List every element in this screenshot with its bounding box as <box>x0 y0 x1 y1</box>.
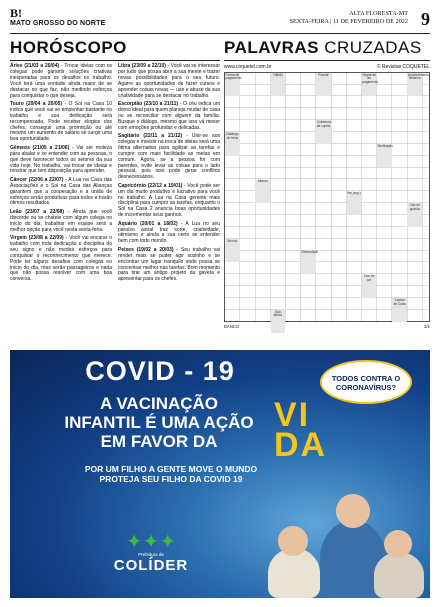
crossword-clue: Cão de guarda <box>407 203 422 226</box>
sign-name: Touro (20/04 a 20/05) <box>10 100 63 107</box>
crossword-grid[interactable] <box>224 72 430 322</box>
crossword-footer-right: 3/1 <box>424 324 430 329</box>
crossword-title-light: CRUZADAS <box>319 38 422 57</box>
crossword-copyright: © Revistas COQUETEL <box>376 64 430 70</box>
ad-vida <box>274 396 328 464</box>
crossword-clue: Forma de pagamento <box>225 73 240 96</box>
horoscope-entry <box>10 178 112 208</box>
adult-head <box>336 494 370 528</box>
prefeitura-logo <box>106 532 196 574</box>
sign-name: Sagitário (22/11 a 21/12) <box>118 132 183 139</box>
ad-headline-line1: A VACINAÇÃO <box>99 394 219 413</box>
horoscope-entry <box>10 236 112 283</box>
sign-name: Leão (23/07 a 22/08) <box>10 208 64 215</box>
dateline <box>290 10 408 26</box>
ad-subtitle <box>46 464 296 484</box>
crossword-site: www.coquetel.com.br <box>224 64 272 70</box>
sign-text: - Vai ser moleza para abalar e se entender com as pessoas, o que deve favorecer todos os setores da sua vida hoje. No trabalho, vai trocar de ideias e mostrar que tem disposição para aprender. <box>10 144 112 175</box>
horoscope-entry <box>10 64 112 99</box>
child-head-right <box>384 530 412 558</box>
sign-text: - O céu indica um dorno ideal para quem planeja mudar de casa ou se reconciliar com alguém da família. Busque o diálogo, mesmo que isso vá mexer com emoções profundas e delicadas. <box>118 100 221 131</box>
logo-name: COLÍDER <box>113 557 189 574</box>
sign-text: - Você pode ser um dia muito produtivo e lucrativo para você no trabalho. A Lua na Casa gerente mais disciplina para cumprir as tarefas, enquanto o Sol na Casa 2 anuncia boas oportunidades de incrementar seus ganhos. <box>118 182 220 219</box>
newspaper-name: MATO GROSSO DO NORTE <box>10 20 106 27</box>
ad-badge <box>320 360 412 404</box>
sign-name: Áries (21/03 a 20/04) <box>10 63 60 69</box>
sign-text: - Unir-se aos colegas e investir na troca de ideias será uma ótima alternativa para agilizar as tarefas e cumprir com mais facilidade as metas em comum. Agora, se a pessoa for com parentes, evite levar as coisas para o lado pessoal, pois isso pode gerar conflitos desnecessários. <box>118 132 220 181</box>
ad-headline-line2: INFANTIL É UMA AÇÃO <box>64 413 254 432</box>
horoscope-section <box>10 38 220 342</box>
dateline-city: ALTA FLORESTA-MT <box>349 10 408 17</box>
horoscope-column-left <box>10 64 112 286</box>
child-figure-right <box>374 552 424 598</box>
child-head-left <box>278 526 308 556</box>
crossword-clue: Eletricidade <box>301 251 316 274</box>
crossword-clue: Capital de Cuba <box>392 298 407 321</box>
ad-headline-line3: EM FAVOR DA <box>100 432 218 451</box>
ad-subtitle-line2: PROTEJA SEU FILHO DA COVID 19 <box>99 474 243 484</box>
masthead <box>10 8 430 34</box>
crossword-clue: Fraude <box>316 73 331 96</box>
ad-badge-line1: TODOS CONTRA O <box>331 374 401 383</box>
covid-vaccine-ad <box>10 350 430 598</box>
sign-text: - A Lua no seu paraíso astral traz sorte, criatividade, otimismo e ainda a sua certo se entender bem com todo mundo. <box>118 220 220 245</box>
ad-badge-line2: CORONAVÍRUS? <box>335 383 397 392</box>
ad-headline <box>46 394 272 451</box>
horoscope-entry <box>10 102 112 143</box>
family-photo <box>250 488 430 598</box>
sign-text: - Ainda que você discorde ou se chateie com algum colega no início do dia, trabalhar em equipe será a melhor opção para você nesta sexta-feira. <box>10 208 112 233</box>
crossword-footer-left: BANCO <box>224 324 240 329</box>
horoscope-entry <box>118 102 220 132</box>
horoscope-entry <box>118 184 220 219</box>
ad-title: COVID - 19 <box>85 356 235 386</box>
ad-vida-line1: VI <box>274 396 311 434</box>
crossword-clue: Morros <box>225 239 240 262</box>
horoscope-entry <box>118 64 220 99</box>
horoscope-title: HORÓSCOPO <box>10 38 220 61</box>
sign-name: Gêmeos (21/05 a 21/06) <box>10 144 70 151</box>
sign-name: Aquário (20/01 a 18/02) <box>118 220 178 227</box>
sign-text: - Seu trabalho vai render mais se puder agir sozinho e se encontrar um lugar tranquilo onde possa se concentrar melhor nas tarefas. Bom momento para tirar um antigo projeto da gaveta e apresentar para os chefes. <box>118 246 220 283</box>
dateline-date: SEXTA-FEIRA | 11 DE FEVEREIRO DE 2022 <box>289 18 408 25</box>
city-emblem-icon: ✦✦✦ <box>125 531 177 553</box>
sign-name: Peixes (19/02 a 20/03) <box>118 246 174 253</box>
crossword-clue: Moeda <box>255 180 270 203</box>
sign-text: - O Sol na Casa 10 indica que você vai se empenhar bastante no trabalho e sua dedicação será recompensada. Pode receber elogios dos chefes, conseguir uma promoção ou até mesmo um aumento de salário se surgir uma boa oportunidade. <box>10 100 112 143</box>
horoscope-entry <box>118 248 220 283</box>
sign-text: - Trocar ideias com os colegas pode garantir soluções criativas inesperadas para os desafios no trabalho. Você terá uma vontade ainda maior de se destacar no que faz, não medindo esforços para conquistar o que deseja. <box>10 63 112 99</box>
sign-text: - Você vai encarar o trabalho com toda dedicação e disciplina do seu signo e não medirá esforços para conquistar o reconhecimento que merece. Pode ter alguns desafios com colegas no início do dia, mas serão passageiros e nada que não possa resolver com uma boa conversa. <box>10 234 112 283</box>
crossword-clue: Acontecimento histórico <box>407 73 422 96</box>
horoscope-column-right <box>118 64 220 286</box>
ad-subtitle-line1: POR UM FILHO A GENTE MOVE O MUNDO <box>84 464 258 474</box>
crossword-clue: Cobertura de cupins <box>316 120 331 143</box>
sign-text: - A Lua na Casa das Associações e o Sol na Casa das Alianças garantem que a cooperação e a união de esforços serão produtivas para todos e trarão ótimos resultados. <box>10 176 113 207</box>
crossword-clue: Segue-se ao pagamento <box>362 73 377 96</box>
horoscope-entry <box>118 134 220 181</box>
newspaper-logo: B! <box>10 6 22 20</box>
sign-text: - Você vai se interessar por tudo que possa abrir a sua mente e trazer novas possibilidades para o seu futuro. Agarre as oportunidades de fazer cursos e aprender coisas novas — use e abuse da sua criatividade para se destacar no trabalho. <box>118 63 221 99</box>
crossword-clue: Hábito <box>271 73 286 96</box>
page-number: 9 <box>421 9 430 29</box>
ad-vida-line2: DA <box>274 426 328 464</box>
sign-name: Libra (23/09 a 22/10) <box>118 63 166 69</box>
crossword-clue: Solo tânico <box>271 310 286 333</box>
sign-name: Virgem (23/08 a 22/09) <box>10 234 64 241</box>
sign-name: Câncer (22/06 a 22/07) <box>10 176 64 183</box>
crossword-clue: Tom de cor <box>362 275 377 298</box>
crossword-section <box>224 38 430 342</box>
horoscope-entry <box>118 222 220 246</box>
crossword-title <box>224 38 430 61</box>
crossword-clue: Catálogo de trens <box>225 132 240 155</box>
horoscope-entry <box>10 210 112 234</box>
crossword-clue: Medicação <box>377 144 392 167</box>
sign-name: Escorpião (23/10 a 21/11) <box>118 100 179 107</box>
crossword-title-bold: PALAVRAS <box>224 38 319 57</box>
crossword-clue: Rei (ingl.) <box>347 192 362 215</box>
logo-caption: Prefeitura de <box>138 552 164 557</box>
sign-name: Capricórnio (22/12 a 19/01) <box>118 182 183 189</box>
horoscope-entry <box>10 146 112 176</box>
